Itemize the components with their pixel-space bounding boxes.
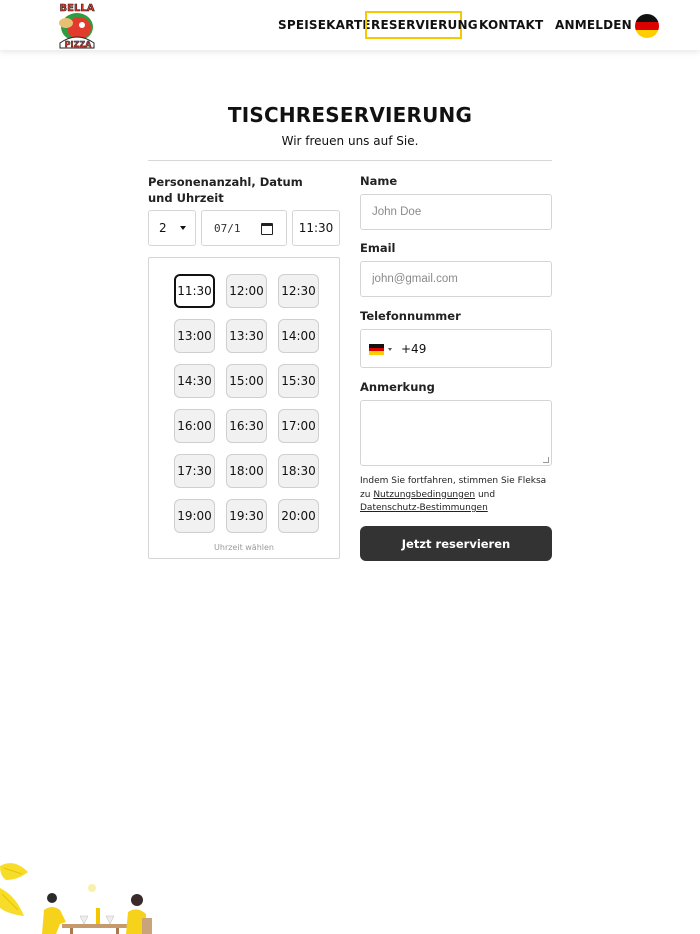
time-slot[interactable]: 11:30	[174, 274, 215, 308]
time-slot[interactable]: 12:00	[226, 274, 267, 308]
slots-hint: Uhrzeit wählen	[149, 539, 339, 559]
svg-text:PIZZA: PIZZA	[64, 40, 92, 49]
time-slots-panel[interactable]	[148, 257, 340, 559]
time-value: 11:30	[298, 221, 334, 235]
nav-anmelden[interactable]: ANMELDEN	[555, 18, 632, 32]
time-slot[interactable]: 13:00	[174, 319, 215, 353]
time-slot[interactable]: 14:00	[278, 319, 319, 353]
note-label: Anmerkung	[360, 380, 435, 394]
phone-country-code: +49	[401, 342, 427, 356]
time-slot[interactable]: 14:30	[174, 364, 215, 398]
page-subtitle: Wir freuen uns auf Sie.	[281, 134, 419, 148]
calendar-icon[interactable]	[261, 223, 273, 235]
resize-handle-icon[interactable]	[543, 457, 549, 463]
site-header	[0, 0, 700, 50]
nav-kontakt[interactable]: KONTAKT	[479, 18, 544, 32]
terms-text	[360, 475, 552, 516]
guests-value: 2	[159, 221, 167, 235]
time-slot[interactable]: 15:00	[226, 364, 267, 398]
time-slot[interactable]: 13:30	[226, 319, 267, 353]
terms-prefix: Indem Sie fortfahren, stimmen Sie Fleksa zu	[360, 476, 547, 500]
date-value: 07/1	[214, 221, 241, 235]
page-title: TISCHRESERVIERUNG	[227, 103, 473, 127]
caret-down-icon[interactable]	[388, 348, 392, 351]
email-label: Email	[360, 241, 396, 255]
time-slot[interactable]: 17:30	[174, 454, 215, 488]
time-slot[interactable]: 19:30	[226, 499, 267, 533]
nav-reservierung[interactable]: RESERVIERUNG	[371, 18, 478, 32]
reservation-section-label: Personenanzahl, Datum und Uhrzeit	[148, 175, 303, 205]
time-slot[interactable]: 16:30	[226, 409, 267, 443]
dining-couple-illustration	[0, 858, 160, 934]
name-input[interactable]	[360, 194, 552, 230]
date-input[interactable]	[201, 210, 287, 246]
time-slot[interactable]: 20:00	[278, 499, 319, 533]
time-display[interactable]	[292, 210, 340, 246]
caret-down-icon	[180, 226, 186, 230]
bella-pizza-logo[interactable]	[52, 1, 102, 49]
german-flag-icon[interactable]	[369, 344, 384, 355]
divider	[148, 160, 552, 161]
time-slot[interactable]: 12:30	[278, 274, 319, 308]
reserve-button[interactable]: Jetzt reservieren	[360, 526, 552, 561]
privacy-link[interactable]: Datenschutz-Bestimmungen	[360, 503, 488, 513]
time-slot[interactable]: 18:00	[226, 454, 267, 488]
nav-speisekarte[interactable]: SPEISEKARTE	[278, 18, 371, 32]
phone-label: Telefonnummer	[360, 309, 461, 323]
name-label: Name	[360, 174, 398, 188]
time-slot[interactable]: 15:30	[278, 364, 319, 398]
note-textarea[interactable]	[360, 400, 552, 466]
time-slot[interactable]: 19:00	[174, 499, 215, 533]
svg-text:BELLA: BELLA	[59, 3, 95, 14]
email-input[interactable]	[360, 261, 552, 297]
guests-select[interactable]	[148, 210, 196, 246]
terms-and: und	[477, 489, 496, 500]
time-slot[interactable]: 16:00	[174, 409, 215, 443]
phone-input[interactable]	[360, 329, 552, 368]
time-slot[interactable]: 18:30	[278, 454, 319, 488]
terms-link[interactable]: Nutzungsbedingungen	[373, 489, 476, 500]
time-slot[interactable]: 17:00	[278, 409, 319, 443]
german-flag-icon[interactable]	[635, 14, 659, 38]
